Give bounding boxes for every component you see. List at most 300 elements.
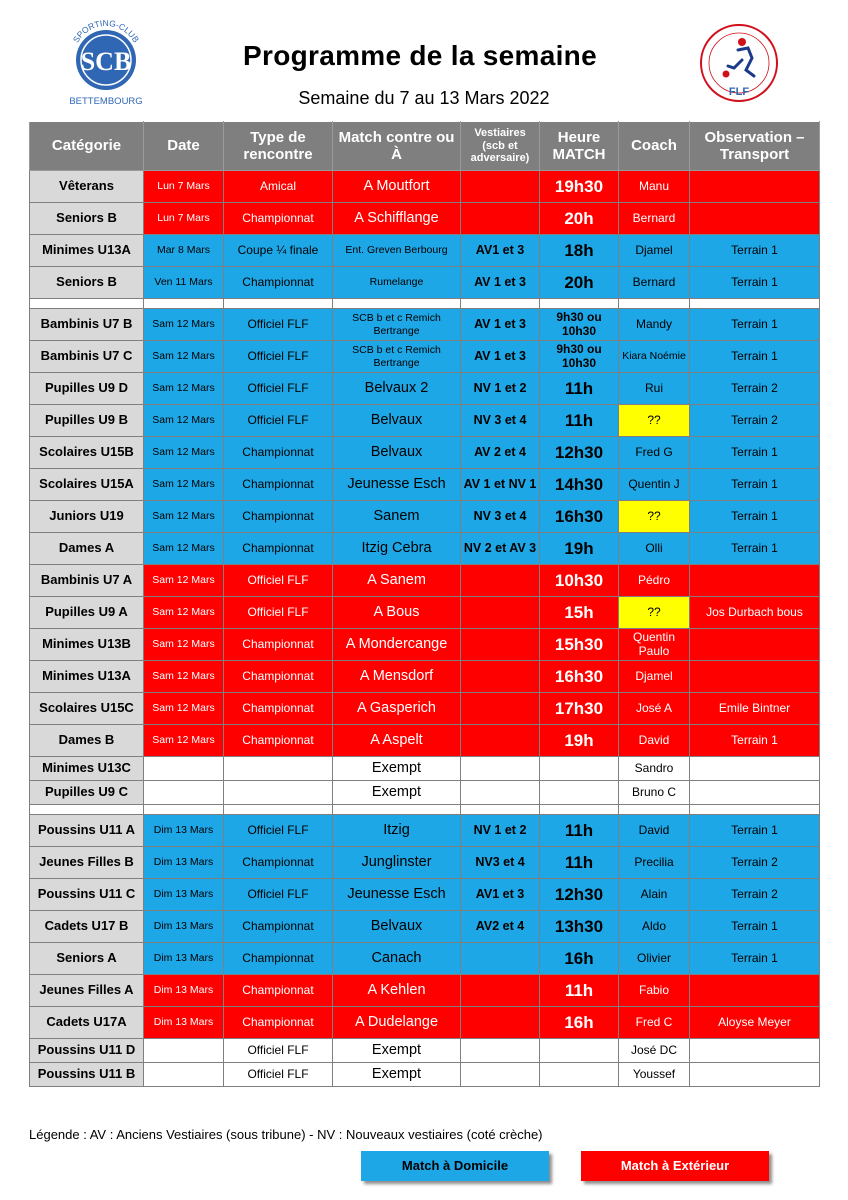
category-cell: Bambinis U7 C <box>30 341 144 373</box>
category-cell: Poussins U11 C <box>30 879 144 911</box>
schedule-body <box>30 171 820 1087</box>
type-cell: Championnat <box>224 911 333 943</box>
time-cell: 11h <box>540 815 619 847</box>
type-cell <box>224 757 333 781</box>
date-cell: Sam 12 Mars <box>144 341 224 373</box>
match-cell: Belvaux <box>333 911 461 943</box>
time-cell: 19h <box>540 533 619 565</box>
time-cell: 16h <box>540 1007 619 1039</box>
svg-text:SCB: SCB <box>80 47 132 76</box>
coach-cell: Sandro <box>619 757 690 781</box>
date-cell: Dim 13 Mars <box>144 911 224 943</box>
match-cell: A Mensdorf <box>333 661 461 693</box>
type-cell: Championnat <box>224 943 333 975</box>
vestiaires-cell <box>461 943 540 975</box>
table-row <box>30 757 820 781</box>
date-cell: Sam 12 Mars <box>144 661 224 693</box>
coach-cell: ?? <box>619 405 690 437</box>
spacer-cell <box>690 805 820 815</box>
match-cell: Canach <box>333 943 461 975</box>
date-cell: Mar 8 Mars <box>144 235 224 267</box>
date-cell: Sam 12 Mars <box>144 405 224 437</box>
observation-cell: Terrain 1 <box>690 911 820 943</box>
page-subtitle: Semaine du 7 au 13 Mars 2022 <box>298 88 550 108</box>
date-cell: Lun 7 Mars <box>144 203 224 235</box>
spacer-cell <box>333 299 461 309</box>
observation-cell <box>690 1063 820 1087</box>
observation-cell: Terrain 2 <box>690 847 820 879</box>
spacer-cell <box>224 805 333 815</box>
date-cell: Dim 13 Mars <box>144 879 224 911</box>
category-cell: Poussins U11 B <box>30 1063 144 1087</box>
table-row <box>30 1063 820 1087</box>
match-cell: A Bous <box>333 597 461 629</box>
time-cell: 14h30 <box>540 469 619 501</box>
vestiaires-cell: NV 1 et 2 <box>461 373 540 405</box>
table-row <box>30 943 820 975</box>
date-cell: Dim 13 Mars <box>144 847 224 879</box>
table-row <box>30 661 820 693</box>
match-cell: Exempt <box>333 1039 461 1063</box>
time-cell <box>540 1039 619 1063</box>
table-row <box>30 437 820 469</box>
category-cell: Jeunes Filles B <box>30 847 144 879</box>
vestiaires-cell <box>461 171 540 203</box>
type-cell: Officiel FLF <box>224 373 333 405</box>
match-cell: Jeunesse Esch <box>333 469 461 501</box>
date-cell <box>144 1039 224 1063</box>
match-cell: Belvaux <box>333 405 461 437</box>
type-cell: Officiel FLF <box>224 1063 333 1087</box>
vestiaires-cell <box>461 629 540 661</box>
vestiaires-cell <box>461 661 540 693</box>
type-cell: Officiel FLF <box>224 1039 333 1063</box>
match-cell: A Schifflange <box>333 203 461 235</box>
match-cell: Exempt <box>333 1063 461 1087</box>
match-cell: A Kehlen <box>333 975 461 1007</box>
observation-cell: Jos Durbach bous <box>690 597 820 629</box>
spacer-cell <box>461 805 540 815</box>
date-cell: Sam 12 Mars <box>144 469 224 501</box>
observation-cell <box>690 171 820 203</box>
vestiaires-cell: AV 2 et 4 <box>461 437 540 469</box>
match-cell: A Mondercange <box>333 629 461 661</box>
table-row <box>30 203 820 235</box>
date-cell: Dim 13 Mars <box>144 815 224 847</box>
vestiaires-cell <box>461 203 540 235</box>
vestiaires-cell: NV 2 et AV 3 <box>461 533 540 565</box>
table-row <box>30 911 820 943</box>
coach-cell: Rui <box>619 373 690 405</box>
table-row <box>30 597 820 629</box>
match-cell: Sanem <box>333 501 461 533</box>
observation-cell <box>690 781 820 805</box>
coach-cell: Fred G <box>619 437 690 469</box>
observation-cell: Terrain 1 <box>690 235 820 267</box>
type-cell: Championnat <box>224 533 333 565</box>
coach-cell: José DC <box>619 1039 690 1063</box>
date-cell <box>144 757 224 781</box>
match-cell: A Gasperich <box>333 693 461 725</box>
spacer-cell <box>540 805 619 815</box>
type-cell: Officiel FLF <box>224 565 333 597</box>
table-row <box>30 781 820 805</box>
svg-text:FLF: FLF <box>728 86 750 98</box>
time-cell <box>540 781 619 805</box>
svg-text:BETTEMBOURG: BETTEMBOURG <box>69 96 143 107</box>
time-cell: 12h30 <box>540 879 619 911</box>
coach-cell: Fabio <box>619 975 690 1007</box>
table-row <box>30 629 820 661</box>
table-row <box>30 533 820 565</box>
group-spacer-row <box>30 299 820 309</box>
observation-cell <box>690 975 820 1007</box>
category-cell: Minimes U13A <box>30 661 144 693</box>
spacer-cell <box>333 805 461 815</box>
observation-cell <box>690 565 820 597</box>
date-cell: Sam 12 Mars <box>144 565 224 597</box>
time-cell: 13h30 <box>540 911 619 943</box>
time-cell: 10h30 <box>540 565 619 597</box>
time-cell: 16h <box>540 943 619 975</box>
observation-cell: Terrain 1 <box>690 341 820 373</box>
type-cell: Championnat <box>224 847 333 879</box>
category-cell: Scolaires U15A <box>30 469 144 501</box>
time-cell: 18h <box>540 235 619 267</box>
observation-cell: Terrain 2 <box>690 405 820 437</box>
time-cell: 19h30 <box>540 171 619 203</box>
time-cell <box>540 1063 619 1087</box>
table-row <box>30 235 820 267</box>
table-row <box>30 267 820 299</box>
time-cell: 15h <box>540 597 619 629</box>
category-cell: Seniors B <box>30 203 144 235</box>
weekly-schedule-table <box>29 121 820 1087</box>
time-cell: 19h <box>540 725 619 757</box>
vestiaires-cell: AV1 et 3 <box>461 879 540 911</box>
sporting-club-bettembourg-logo <box>60 18 152 110</box>
legend-away-match: Match à Extérieur <box>581 1151 769 1181</box>
match-cell: A Dudelange <box>333 1007 461 1039</box>
observation-cell <box>690 661 820 693</box>
category-cell: Scolaires U15C <box>30 693 144 725</box>
header-observation: Observation – Transport <box>690 122 820 171</box>
vestiaires-cell <box>461 1063 540 1087</box>
type-cell: Championnat <box>224 469 333 501</box>
coach-cell: Bruno C <box>619 781 690 805</box>
observation-cell <box>690 203 820 235</box>
match-cell: Ent. Greven Berbourg <box>333 235 461 267</box>
match-cell: SCB b et c Remich Bertrange <box>333 309 461 341</box>
date-cell: Sam 12 Mars <box>144 533 224 565</box>
table-row <box>30 309 820 341</box>
coach-cell: José A <box>619 693 690 725</box>
date-cell: Sam 12 Mars <box>144 597 224 629</box>
type-cell: Officiel FLF <box>224 815 333 847</box>
coach-cell: David <box>619 725 690 757</box>
observation-cell: Terrain 2 <box>690 879 820 911</box>
spacer-cell <box>144 805 224 815</box>
type-cell: Officiel FLF <box>224 597 333 629</box>
vestiaires-cell <box>461 781 540 805</box>
match-cell: A Sanem <box>333 565 461 597</box>
match-cell: Rumelange <box>333 267 461 299</box>
time-cell: 11h <box>540 373 619 405</box>
observation-cell: Terrain 1 <box>690 437 820 469</box>
vestiaires-cell <box>461 1039 540 1063</box>
coach-cell: David <box>619 815 690 847</box>
vestiaires-cell: AV 1 et NV 1 <box>461 469 540 501</box>
date-cell: Dim 13 Mars <box>144 943 224 975</box>
time-cell: 11h <box>540 847 619 879</box>
match-cell: A Aspelt <box>333 725 461 757</box>
table-row <box>30 469 820 501</box>
coach-cell: Djamel <box>619 661 690 693</box>
type-cell: Officiel FLF <box>224 879 333 911</box>
type-cell: Championnat <box>224 437 333 469</box>
legend-home-match: Match à Domicile <box>361 1151 549 1181</box>
category-cell: Juniors U19 <box>30 501 144 533</box>
time-cell: 16h30 <box>540 661 619 693</box>
observation-cell: Terrain 2 <box>690 373 820 405</box>
flf-federation-logo <box>698 22 780 104</box>
category-cell: Vêterans <box>30 171 144 203</box>
table-row <box>30 725 820 757</box>
category-cell: Cadets U17 B <box>30 911 144 943</box>
spacer-cell <box>619 805 690 815</box>
time-cell <box>540 757 619 781</box>
category-cell: Dames A <box>30 533 144 565</box>
type-cell: Championnat <box>224 661 333 693</box>
vestiaires-cell: AV 1 et 3 <box>461 267 540 299</box>
time-cell: 9h30 ou 10h30 <box>540 341 619 373</box>
type-cell: Championnat <box>224 501 333 533</box>
vestiaires-cell: NV 3 et 4 <box>461 501 540 533</box>
type-cell: Amical <box>224 171 333 203</box>
coach-cell: Quentin J <box>619 469 690 501</box>
observation-cell: Terrain 1 <box>690 469 820 501</box>
vestiaires-cell <box>461 597 540 629</box>
type-cell: Championnat <box>224 629 333 661</box>
table-row <box>30 565 820 597</box>
header-category: Catégorie <box>30 122 144 171</box>
observation-cell <box>690 629 820 661</box>
table-row <box>30 373 820 405</box>
vestiaires-cell: AV1 et 3 <box>461 235 540 267</box>
category-cell: Pupilles U9 B <box>30 405 144 437</box>
coach-cell: Kiara Noémie <box>619 341 690 373</box>
coach-cell: Fred C <box>619 1007 690 1039</box>
vestiaires-cell: AV 1 et 3 <box>461 341 540 373</box>
category-cell: Scolaires U15B <box>30 437 144 469</box>
table-row <box>30 879 820 911</box>
category-cell: Minimes U13C <box>30 757 144 781</box>
date-cell: Sam 12 Mars <box>144 725 224 757</box>
match-cell: Belvaux <box>333 437 461 469</box>
observation-cell: Terrain 1 <box>690 309 820 341</box>
header-date: Date <box>144 122 224 171</box>
coach-cell: Olivier <box>619 943 690 975</box>
coach-cell: Djamel <box>619 235 690 267</box>
coach-cell: ?? <box>619 501 690 533</box>
vestiaires-cell <box>461 757 540 781</box>
date-cell: Sam 12 Mars <box>144 501 224 533</box>
category-cell: Pupilles U9 C <box>30 781 144 805</box>
time-cell: 16h30 <box>540 501 619 533</box>
coach-cell: Manu <box>619 171 690 203</box>
observation-cell: Terrain 1 <box>690 725 820 757</box>
category-cell: Cadets U17A <box>30 1007 144 1039</box>
vestiaires-cell <box>461 565 540 597</box>
time-cell: 17h30 <box>540 693 619 725</box>
category-cell: Jeunes Filles A <box>30 975 144 1007</box>
time-cell: 20h <box>540 267 619 299</box>
spacer-cell <box>461 299 540 309</box>
vestiaires-cell: AV2 et 4 <box>461 911 540 943</box>
spacer-cell <box>30 805 144 815</box>
category-cell: Seniors B <box>30 267 144 299</box>
coach-cell: Quentin Paulo <box>619 629 690 661</box>
spacer-cell <box>224 299 333 309</box>
type-cell: Championnat <box>224 975 333 1007</box>
type-cell: Championnat <box>224 693 333 725</box>
date-cell: Sam 12 Mars <box>144 693 224 725</box>
table-row <box>30 501 820 533</box>
table-row <box>30 975 820 1007</box>
vestiaires-cell <box>461 693 540 725</box>
match-cell: Exempt <box>333 781 461 805</box>
date-cell <box>144 1063 224 1087</box>
date-cell: Ven 11 Mars <box>144 267 224 299</box>
table-row <box>30 171 820 203</box>
coach-cell: Bernard <box>619 203 690 235</box>
time-cell: 11h <box>540 975 619 1007</box>
coach-cell: Olli <box>619 533 690 565</box>
coach-cell: ?? <box>619 597 690 629</box>
svg-text:SPORTING-CLUB: SPORTING-CLUB <box>70 18 142 45</box>
header-type: Type de rencontre <box>224 122 333 171</box>
match-cell: Exempt <box>333 757 461 781</box>
table-row <box>30 1007 820 1039</box>
time-cell: 11h <box>540 405 619 437</box>
date-cell: Dim 13 Mars <box>144 1007 224 1039</box>
match-cell: Junglinster <box>333 847 461 879</box>
table-row <box>30 693 820 725</box>
observation-cell: Aloyse Meyer <box>690 1007 820 1039</box>
vestiaires-cell <box>461 1007 540 1039</box>
coach-cell: Bernard <box>619 267 690 299</box>
spacer-cell <box>540 299 619 309</box>
observation-cell: Terrain 1 <box>690 501 820 533</box>
table-row <box>30 815 820 847</box>
vestiaires-cell: AV 1 et 3 <box>461 309 540 341</box>
observation-cell <box>690 1039 820 1063</box>
category-cell: Bambinis U7 A <box>30 565 144 597</box>
vestiaires-cell: NV 3 et 4 <box>461 405 540 437</box>
header-match: Match contre ou À <box>333 122 461 171</box>
date-cell: Sam 12 Mars <box>144 629 224 661</box>
header-time: Heure MATCH <box>540 122 619 171</box>
match-cell: Itzig <box>333 815 461 847</box>
vestiaires-cell <box>461 975 540 1007</box>
date-cell: Sam 12 Mars <box>144 373 224 405</box>
time-cell: 9h30 ou 10h30 <box>540 309 619 341</box>
time-cell: 20h <box>540 203 619 235</box>
vestiaires-cell <box>461 725 540 757</box>
coach-cell: Mandy <box>619 309 690 341</box>
type-cell: Championnat <box>224 203 333 235</box>
coach-cell: Youssef <box>619 1063 690 1087</box>
match-cell: Belvaux 2 <box>333 373 461 405</box>
type-cell: Coupe ¼ finale <box>224 235 333 267</box>
type-cell: Officiel FLF <box>224 341 333 373</box>
spacer-cell <box>30 299 144 309</box>
match-cell: Itzig Cebra <box>333 533 461 565</box>
date-cell: Sam 12 Mars <box>144 309 224 341</box>
spacer-cell <box>690 299 820 309</box>
date-cell <box>144 781 224 805</box>
category-cell: Seniors A <box>30 943 144 975</box>
table-header-row <box>30 122 820 171</box>
date-cell: Sam 12 Mars <box>144 437 224 469</box>
coach-cell: Precilia <box>619 847 690 879</box>
vestiaires-cell: NV 1 et 2 <box>461 815 540 847</box>
type-cell: Championnat <box>224 267 333 299</box>
table-row <box>30 847 820 879</box>
observation-cell: Terrain 1 <box>690 267 820 299</box>
type-cell: Championnat <box>224 725 333 757</box>
table-row <box>30 405 820 437</box>
date-cell: Dim 13 Mars <box>144 975 224 1007</box>
observation-cell: Terrain 1 <box>690 815 820 847</box>
observation-cell <box>690 757 820 781</box>
header-coach: Coach <box>619 122 690 171</box>
type-cell: Officiel FLF <box>224 405 333 437</box>
table-row <box>30 1039 820 1063</box>
match-cell: A Moutfort <box>333 171 461 203</box>
header-vestiaires: Vestiaires (scb et adversaire) <box>461 122 540 171</box>
page-title: Programme de la semaine <box>243 40 597 71</box>
vestiaires-cell: NV3 et 4 <box>461 847 540 879</box>
spacer-cell <box>619 299 690 309</box>
time-cell: 15h30 <box>540 629 619 661</box>
coach-cell: Alain <box>619 879 690 911</box>
time-cell: 12h30 <box>540 437 619 469</box>
category-cell: Minimes U13B <box>30 629 144 661</box>
type-cell: Championnat <box>224 1007 333 1039</box>
type-cell: Officiel FLF <box>224 309 333 341</box>
coach-cell: Aldo <box>619 911 690 943</box>
category-cell: Poussins U11 A <box>30 815 144 847</box>
match-cell: SCB b et c Remich Bertrange <box>333 341 461 373</box>
category-cell: Bambinis U7 B <box>30 309 144 341</box>
legend-text: Légende : AV : Anciens Vestiaires (sous tribune) - NV : Nouveaux vestiaires (coté crèche) <box>29 1127 543 1142</box>
category-cell: Pupilles U9 A <box>30 597 144 629</box>
category-cell: Pupilles U9 D <box>30 373 144 405</box>
spacer-cell <box>144 299 224 309</box>
coach-cell: Pédro <box>619 565 690 597</box>
category-cell: Dames B <box>30 725 144 757</box>
type-cell <box>224 781 333 805</box>
observation-cell: Terrain 1 <box>690 533 820 565</box>
observation-cell: Terrain 1 <box>690 943 820 975</box>
group-spacer-row <box>30 805 820 815</box>
observation-cell: Emile Bintner <box>690 693 820 725</box>
table-row <box>30 341 820 373</box>
category-cell: Poussins U11 D <box>30 1039 144 1063</box>
match-cell: Jeunesse Esch <box>333 879 461 911</box>
date-cell: Lun 7 Mars <box>144 171 224 203</box>
